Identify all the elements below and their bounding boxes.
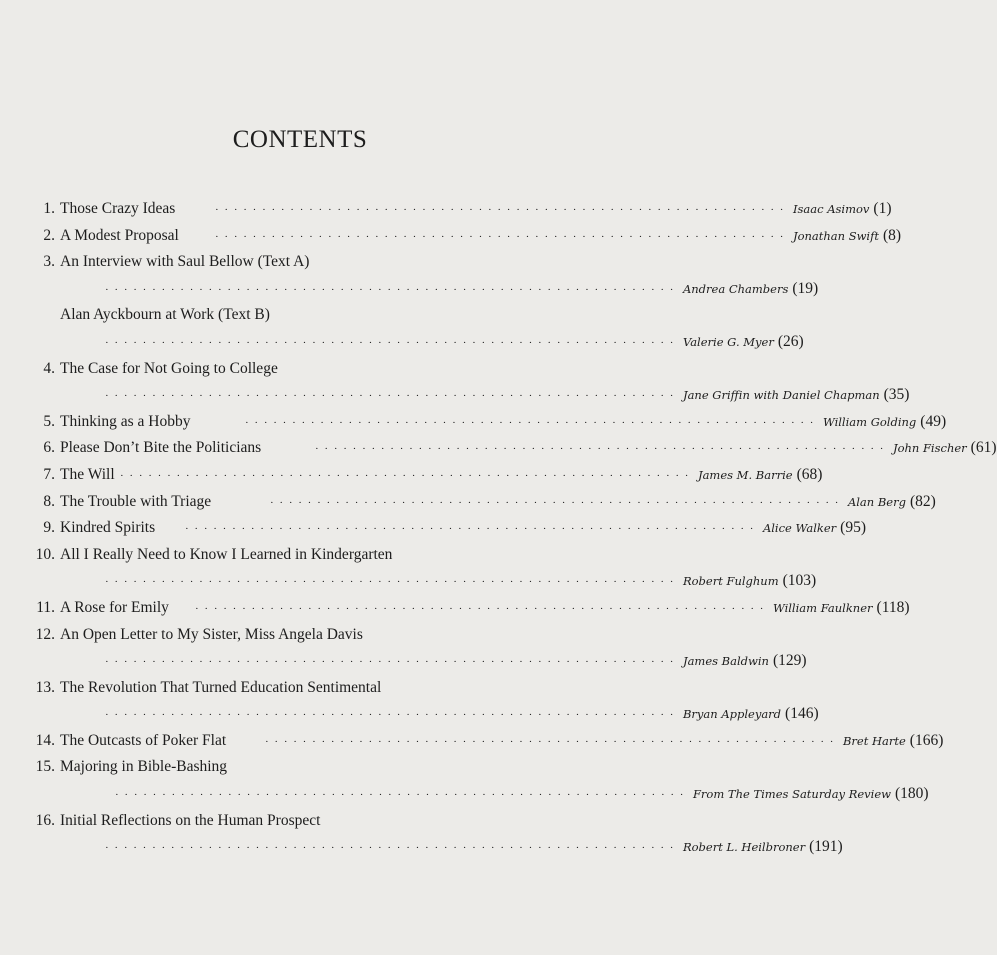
toc-entry-title: A Modest Proposal — [60, 226, 179, 244]
toc-line — [0, 196, 892, 223]
toc-entry-title: The Trouble with Triage — [60, 492, 212, 510]
toc-entry-author: Jane Griffin with Daniel Chapman — [682, 388, 880, 403]
toc-entry-number: 13. — [35, 678, 55, 696]
toc-entry-author: Valerie G. Myer — [682, 334, 774, 349]
dot-leader: · · · · · · · · · · · · · · · · · · · · · · · · · · · · · · · · · · · · · · · · · · · · · · · · · · · · · · · · · · · · · — [105, 576, 675, 589]
toc-leader-row — [195, 595, 910, 623]
toc-line — [0, 622, 600, 649]
dot-leader: · · · · · · · · · · · · · · · · · · · · · · · · · · · · · · · · · · · · · · · · · · · · · · · · · · · · · · · · · · · · · — [315, 443, 885, 456]
toc-entry-title: The Will — [60, 465, 115, 483]
toc-entry-author: Jonathan Swift — [792, 228, 879, 243]
toc-entry-title: Those Crazy Ideas — [60, 200, 176, 217]
dot-leader: · · · · · · · · · · · · · · · · · · · · · · · · · · · · · · · · · · · · · · · · · · · · · · · · · · · · · · · · · · · · · — [105, 336, 675, 349]
toc-line — [0, 781, 929, 808]
toc-entry-number: 14. — [35, 731, 55, 749]
toc-entry-page: (95) — [840, 519, 866, 537]
toc-line — [0, 223, 902, 250]
dot-leader: · · · · · · · · · · · · · · · · · · · · · · · · · · · · · · · · · · · · · · · · · · · · · · · · · · · · · · · · · · · · · — [215, 230, 785, 243]
toc-entry-page: (191) — [809, 838, 843, 856]
toc-entry-title: Majoring in Bible-Bashing — [60, 758, 228, 776]
toc-entry-number: 5. — [43, 412, 55, 430]
toc-leader-row — [120, 462, 823, 490]
toc-entry-author: Isaac Asimov — [792, 202, 870, 216]
toc-line — [0, 435, 997, 462]
toc-line — [0, 834, 843, 861]
dot-leader: · · · · · · · · · · · · · · · · · · · · · · · · · · · · · · · · · · · · · · · · · · · · · · · · · · · · · · · · · · · · · — [195, 602, 765, 615]
toc-entry-author: Bryan Appleyard — [682, 707, 782, 722]
toc-entry-author: James Baldwin — [682, 654, 769, 669]
toc-entry-title: An Interview with Saul Bellow (Text A) — [60, 253, 310, 271]
toc-line — [0, 302, 600, 329]
toc-line — [0, 648, 807, 675]
toc-entry-author: John Fischer — [892, 441, 967, 456]
toc-entry-author: Robert L. Heilbroner — [682, 840, 806, 855]
toc-entry-number: 10. — [35, 545, 55, 563]
toc-line — [0, 701, 819, 728]
toc-entry-number: 15. — [35, 758, 55, 776]
toc-entry-title: Thinking as a Hobby — [60, 412, 191, 430]
toc-entry-page: (118) — [876, 598, 910, 616]
toc-entry-number: 12. — [35, 625, 55, 643]
toc-entry-title: The Revolution That Turned Education Sentimental — [60, 678, 382, 696]
toc-entry-author: From The Times Saturday Review — [692, 787, 891, 802]
dot-leader: · · · · · · · · · · · · · · · · · · · · · · · · · · · · · · · · · · · · · · · · · · · · · · · · · · · · · · · · · · · · · — [270, 496, 840, 509]
toc-line — [0, 409, 947, 436]
toc-entry-number: 11. — [36, 598, 55, 616]
toc-entry-title: Alan Ayckbourn at Work (Text B) — [60, 306, 270, 324]
toc-entry-page: (19) — [792, 279, 819, 297]
toc-leader-row — [105, 648, 807, 676]
toc-entry-title: All I Really Need to Know I Learned in Kindergarten — [60, 545, 393, 563]
dot-leader: · · · · · · · · · · · · · · · · · · · · · · · · · · · · · · · · · · · · · · · · · · · · · · · · · · · · · · · · · · · · · — [105, 656, 675, 669]
dot-leader: · · · · · · · · · · · · · · · · · · · · · · · · · · · · · · · · · · · · · · · · · · · · · · · · · · · · · · · · · · · · · — [115, 789, 685, 802]
toc-line — [0, 515, 866, 542]
dot-leader: · · · · · · · · · · · · · · · · · · · · · · · · · · · · · · · · · · · · · · · · · · · · · · · · · · · · · · · · · · · · · — [265, 735, 835, 748]
toc-leader-row — [105, 276, 819, 304]
page-title: CONTENTS — [232, 126, 368, 153]
toc-entry-title: Kindred Spirits — [60, 519, 156, 537]
table-of-contents — [0, 196, 997, 861]
toc-entry-author: James M. Barrie — [697, 467, 793, 482]
toc-entry-author: Andrea Chambers — [682, 281, 789, 296]
toc-entry-page: (68) — [796, 465, 823, 483]
toc-entry-title: Please Don’t Bite the Politicians — [60, 439, 262, 457]
toc-entry-page: (26) — [777, 332, 804, 350]
toc-entry-title: Initial Reflections on the Human Prospect — [60, 811, 321, 829]
toc-line — [0, 462, 823, 489]
toc-leader-row — [105, 329, 804, 357]
toc-entry-page: (180) — [895, 785, 929, 803]
toc-entry-page: (146) — [785, 705, 819, 723]
toc-entry-author: Bret Harte — [842, 733, 906, 748]
toc-leader-row — [270, 489, 936, 517]
toc-line — [0, 808, 600, 835]
toc-entry-author: Alan Berg — [847, 494, 906, 509]
toc-entry-number: 6. — [43, 439, 55, 457]
toc-line — [0, 595, 910, 622]
toc-leader-row — [105, 834, 843, 862]
dot-leader: · · · · · · · · · · · · · · · · · · · · · · · · · · · · · · · · · · · · · · · · · · · · · · · · · · · · · · · · · · · · · — [245, 416, 815, 429]
toc-entry-number: 9. — [43, 519, 55, 537]
toc-line — [0, 489, 936, 516]
dot-leader: · · · · · · · · · · · · · · · · · · · · · · · · · · · · · · · · · · · · · · · · · · · · · · · · · · · · · · · · · · · · · — [185, 523, 755, 536]
toc-entry-author: William Faulkner — [772, 600, 873, 615]
toc-leader-row — [185, 515, 866, 543]
toc-entry-page: (129) — [772, 652, 807, 670]
toc-line — [0, 542, 600, 569]
toc-line — [0, 382, 910, 409]
toc-entry-number: 3. — [43, 253, 55, 271]
toc-entry-page: (49) — [920, 412, 947, 430]
toc-leader-row — [215, 223, 902, 251]
toc-leader-row — [265, 728, 944, 756]
toc-leader-row — [245, 409, 947, 437]
toc-entry-title: A Rose for Emily — [60, 598, 169, 616]
dot-leader: · · · · · · · · · · · · · · · · · · · · · · · · · · · · · · · · · · · · · · · · · · · · · · · · · · · · · · · · · · · · · — [105, 283, 675, 296]
toc-entry-title: The Outcasts of Poker Flat — [60, 731, 227, 749]
toc-line — [0, 276, 819, 303]
toc-entry-title: The Case for Not Going to College — [60, 359, 278, 377]
toc-entry-number: 4. — [43, 359, 55, 377]
dot-leader: · · · · · · · · · · · · · · · · · · · · · · · · · · · · · · · · · · · · · · · · · · · · · · · · · · · · · · · · · · · · · — [120, 469, 690, 482]
toc-line — [0, 329, 804, 356]
toc-entry-page: (61) — [970, 439, 997, 457]
toc-entry-number: 2. — [43, 226, 55, 244]
toc-line — [0, 356, 600, 383]
toc-entry-author: William Golding — [822, 414, 917, 429]
dot-leader: · · · · · · · · · · · · · · · · · · · · · · · · · · · · · · · · · · · · · · · · · · · · · · · · · · · · · · · · · · · · · — [105, 842, 675, 855]
toc-line — [0, 568, 817, 595]
toc-line — [0, 675, 600, 702]
dot-leader: · · · · · · · · · · · · · · · · · · · · · · · · · · · · · · · · · · · · · · · · · · · · · · · · · · · · · · · · · · · · · — [105, 390, 675, 403]
toc-entry-author: Robert Fulghum — [682, 574, 779, 589]
toc-entry-number: 7. — [43, 465, 55, 483]
toc-entry-number: 8. — [43, 492, 55, 510]
toc-leader-row — [315, 435, 997, 463]
toc-entry-page: (166) — [909, 731, 944, 749]
dot-leader: · · · · · · · · · · · · · · · · · · · · · · · · · · · · · · · · · · · · · · · · · · · · · · · · · · · · · · · · · · · · · — [105, 709, 675, 722]
toc-entry-page: (103) — [782, 572, 817, 590]
toc-leader-row — [105, 701, 819, 729]
toc-entry-page: (82) — [909, 492, 936, 510]
toc-leader-row — [115, 781, 929, 809]
dot-leader: · · · · · · · · · · · · · · · · · · · · · · · · · · · · · · · · · · · · · · · · · · · · · · · · · · · · · · · · · · · · · — [215, 204, 785, 216]
toc-entry-page: (35) — [883, 386, 910, 404]
toc-leader-row — [105, 382, 910, 410]
toc-line — [0, 249, 600, 276]
toc-entry-page: (1) — [873, 200, 892, 217]
toc-entry-number: 16. — [35, 811, 55, 829]
toc-entry-author: Alice Walker — [762, 521, 837, 536]
toc-entry-title: An Open Letter to My Sister, Miss Angela Davis — [60, 625, 363, 643]
toc-entry-number: 1. — [43, 200, 55, 217]
toc-line — [0, 728, 944, 755]
toc-entry-page: (8) — [882, 226, 902, 244]
toc-leader-row — [215, 196, 892, 224]
toc-leader-row — [105, 568, 817, 596]
toc-line — [0, 754, 600, 781]
